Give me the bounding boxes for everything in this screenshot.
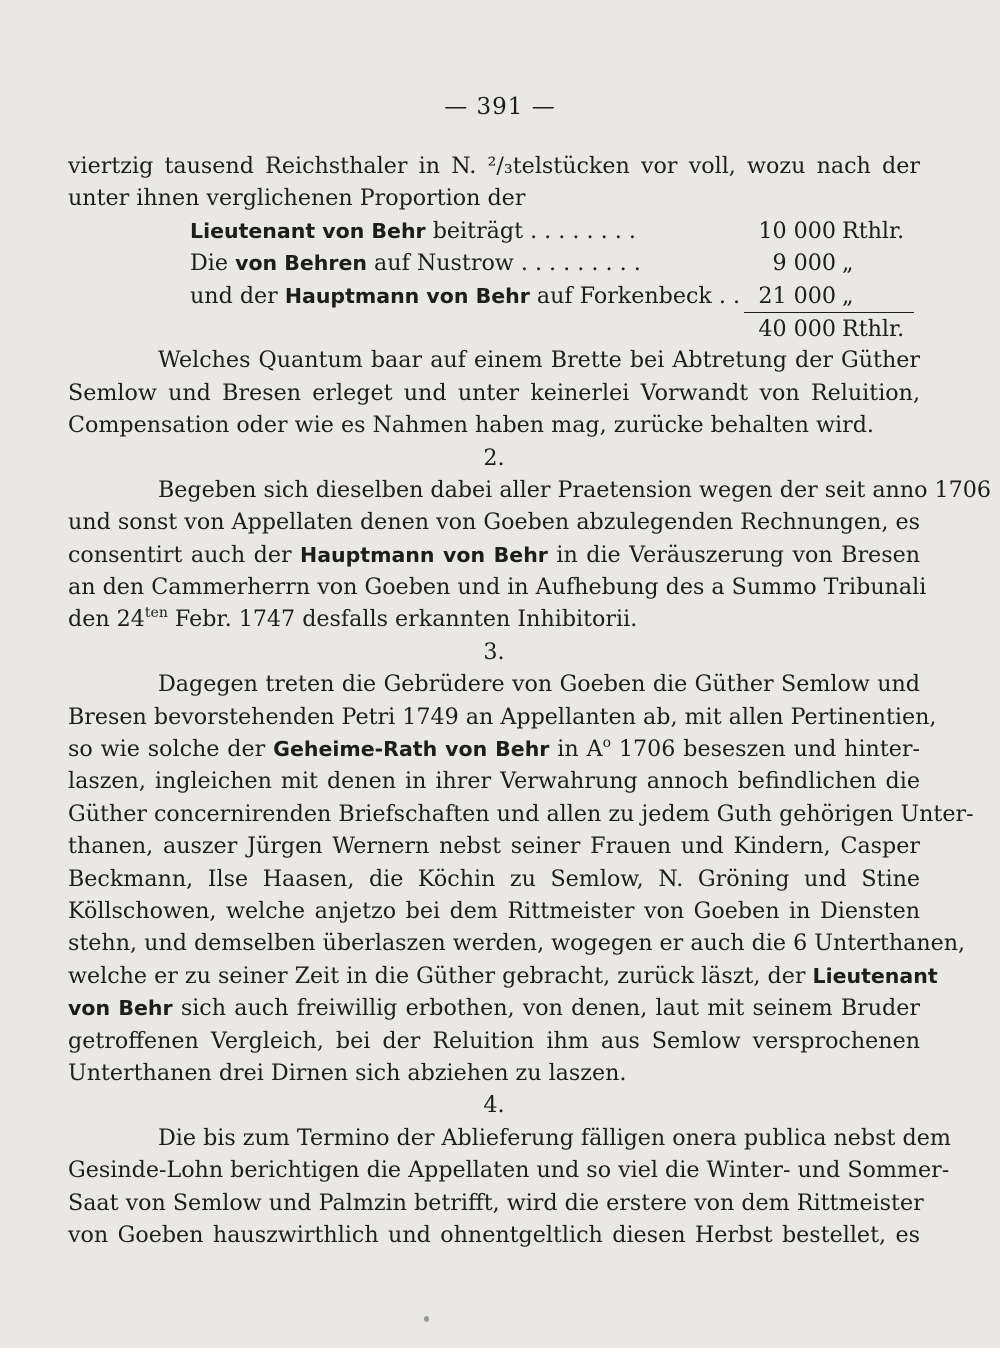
text-line [68,539,920,571]
table-total-row [68,312,920,344]
text-line: Beckmann, Ilse Haasen, die Köchin zu Semlow, N. Gröning und Stine [68,865,920,892]
text-line: Bresen bevorstehenden Petri 1749 an Appellanten ab, mit allen Pertinentien, [68,703,937,730]
text-line: getroffenen Vergleich, bei der Reluition ihm aus Semlow versprochenen [68,1027,920,1054]
person-name: Lieutenant von Behr [190,218,426,243]
text-line: Gesinde-Lohn berichtigen die Appellaten und so viel die Winter- und Sommer- [68,1157,950,1184]
section-4 [68,1089,951,1251]
text-segment: sich auch freiwillig erbothen, von denen, laut mit seinem Bruder [172,995,920,1022]
section-3 [68,636,974,1089]
person-name: von Behren [235,251,367,276]
text-line: Welches Quantum baar auf einem Brette bei Abtretung der Güther [158,347,920,374]
row-text: beiträgt . . . . . . . . [425,217,636,244]
text-line: thanen, auszer Jürgen Wernern nebst seiner Frauen und Kindern, Casper [68,833,920,860]
text-segment: in A [549,736,603,763]
text-line: laszen, ingleichen mit denen in ihrer Verwahrung annoch befindlichen die [68,768,920,795]
text-line: von Goeben hauszwirthlich und ohnentgeltlich diesen Herbst bestellet, es [68,1221,920,1248]
total-unit: Rthlr. [836,312,914,344]
text-line: und sonst von Appellaten denen von Goeben abzulegenden Rechnungen, es [68,509,920,536]
total-amount: 40 000 [744,312,836,344]
superscript: ten [144,605,168,622]
document-body [68,150,992,1251]
row-text: auf Forkenbeck . . [529,282,741,309]
person-name: Hauptmann von Behr [284,283,530,308]
text-line: Güther concernirenden Briefschaften und allen zu jedem Guth gehörigen Unter- [68,800,974,827]
row-description [190,247,744,279]
text-line: Köllschowen, welche anjetzo bei dem Rittmeister von Goeben in Diensten [68,897,920,924]
row-amount: 10 000 [758,217,836,244]
text-segment: den 24 [68,606,145,633]
section-heading: 4. [483,1092,505,1119]
payment-table [68,215,920,345]
row-unit: „ [842,250,854,277]
text-segment: so wie solche der [68,736,274,763]
row-unit: Rthlr. [842,217,905,244]
text-line: an den Cammerherrn von Goeben und in Aufhebung des a Summo Tribunali [68,574,927,601]
text-line: Die bis zum Termino der Ablieferung fälligen onera publica nebst dem [158,1124,951,1151]
person-name: Hauptmann von Behr [300,542,548,567]
text-segment: welche er zu seiner Zeit in die Güther gebracht, zurück läszt, der [68,962,813,989]
ink-speck [424,1316,429,1322]
text-line [68,992,920,1024]
text-line: Dagegen treten die Gebrüdere von Goeben die Güther Semlow und [158,671,920,698]
person-name: Lieutenant [812,963,938,988]
text-line: viertzig tausend Reichsthaler in N. ²/₃telstücken vor voll, wozu nach der [68,153,920,179]
text-line [68,960,938,992]
text-line: Saat von Semlow und Palmzin betrifft, wird die erstere von dem Rittmeister [68,1189,924,1216]
text-line [68,733,920,765]
row-description [190,312,744,344]
section-heading: 3. [483,638,505,665]
paragraph [68,344,920,441]
text-segment: consentirt auch der [68,541,301,568]
row-description [190,280,744,312]
table-row [68,247,920,279]
text-line: Unterthanen drei Dirnen sich abziehen zu laszen. [68,1059,627,1086]
text-segment: Febr. 1747 desfalls erkannten Inhibitorii. [167,606,638,633]
table-row [68,215,920,247]
text-line: Compensation oder wie es Nahmen haben mag, zurücke behalten wird. [68,412,874,439]
section-heading: 2. [483,444,505,471]
text-line: Begeben sich dieselben dabei aller Praetension wegen der seit anno 1706 [158,476,992,503]
row-description [190,215,744,247]
row-text: Die [190,250,236,277]
page-number: — 391 — [444,94,556,120]
superscript: o [602,735,612,752]
person-name: von Behr [68,996,173,1021]
text-line: Semlow und Bresen erleget und unter keinerlei Vorwandt von Reluition, [68,379,920,406]
row-unit: „ [842,282,854,309]
row-text: und der [190,282,285,309]
text-line: unter ihnen verglichenen Proportion der [68,185,526,212]
text-line [68,603,920,635]
text-segment: 1706 beseszen und hinter- [611,736,920,763]
row-amount: 21 000 [758,282,836,309]
row-amount: 9 000 [772,250,836,277]
row-text: auf Nustrow . . . . . . . . . [367,250,641,277]
text-line: stehn, und demselben überlaszen werden, wogegen er auch die 6 Unterthanen, [68,930,966,957]
person-name: Geheime-Rath von Behr [273,737,550,762]
section-2 [68,442,992,636]
table-row [68,280,920,312]
text-segment: in die Veräuszerung von Bresen [547,541,920,568]
